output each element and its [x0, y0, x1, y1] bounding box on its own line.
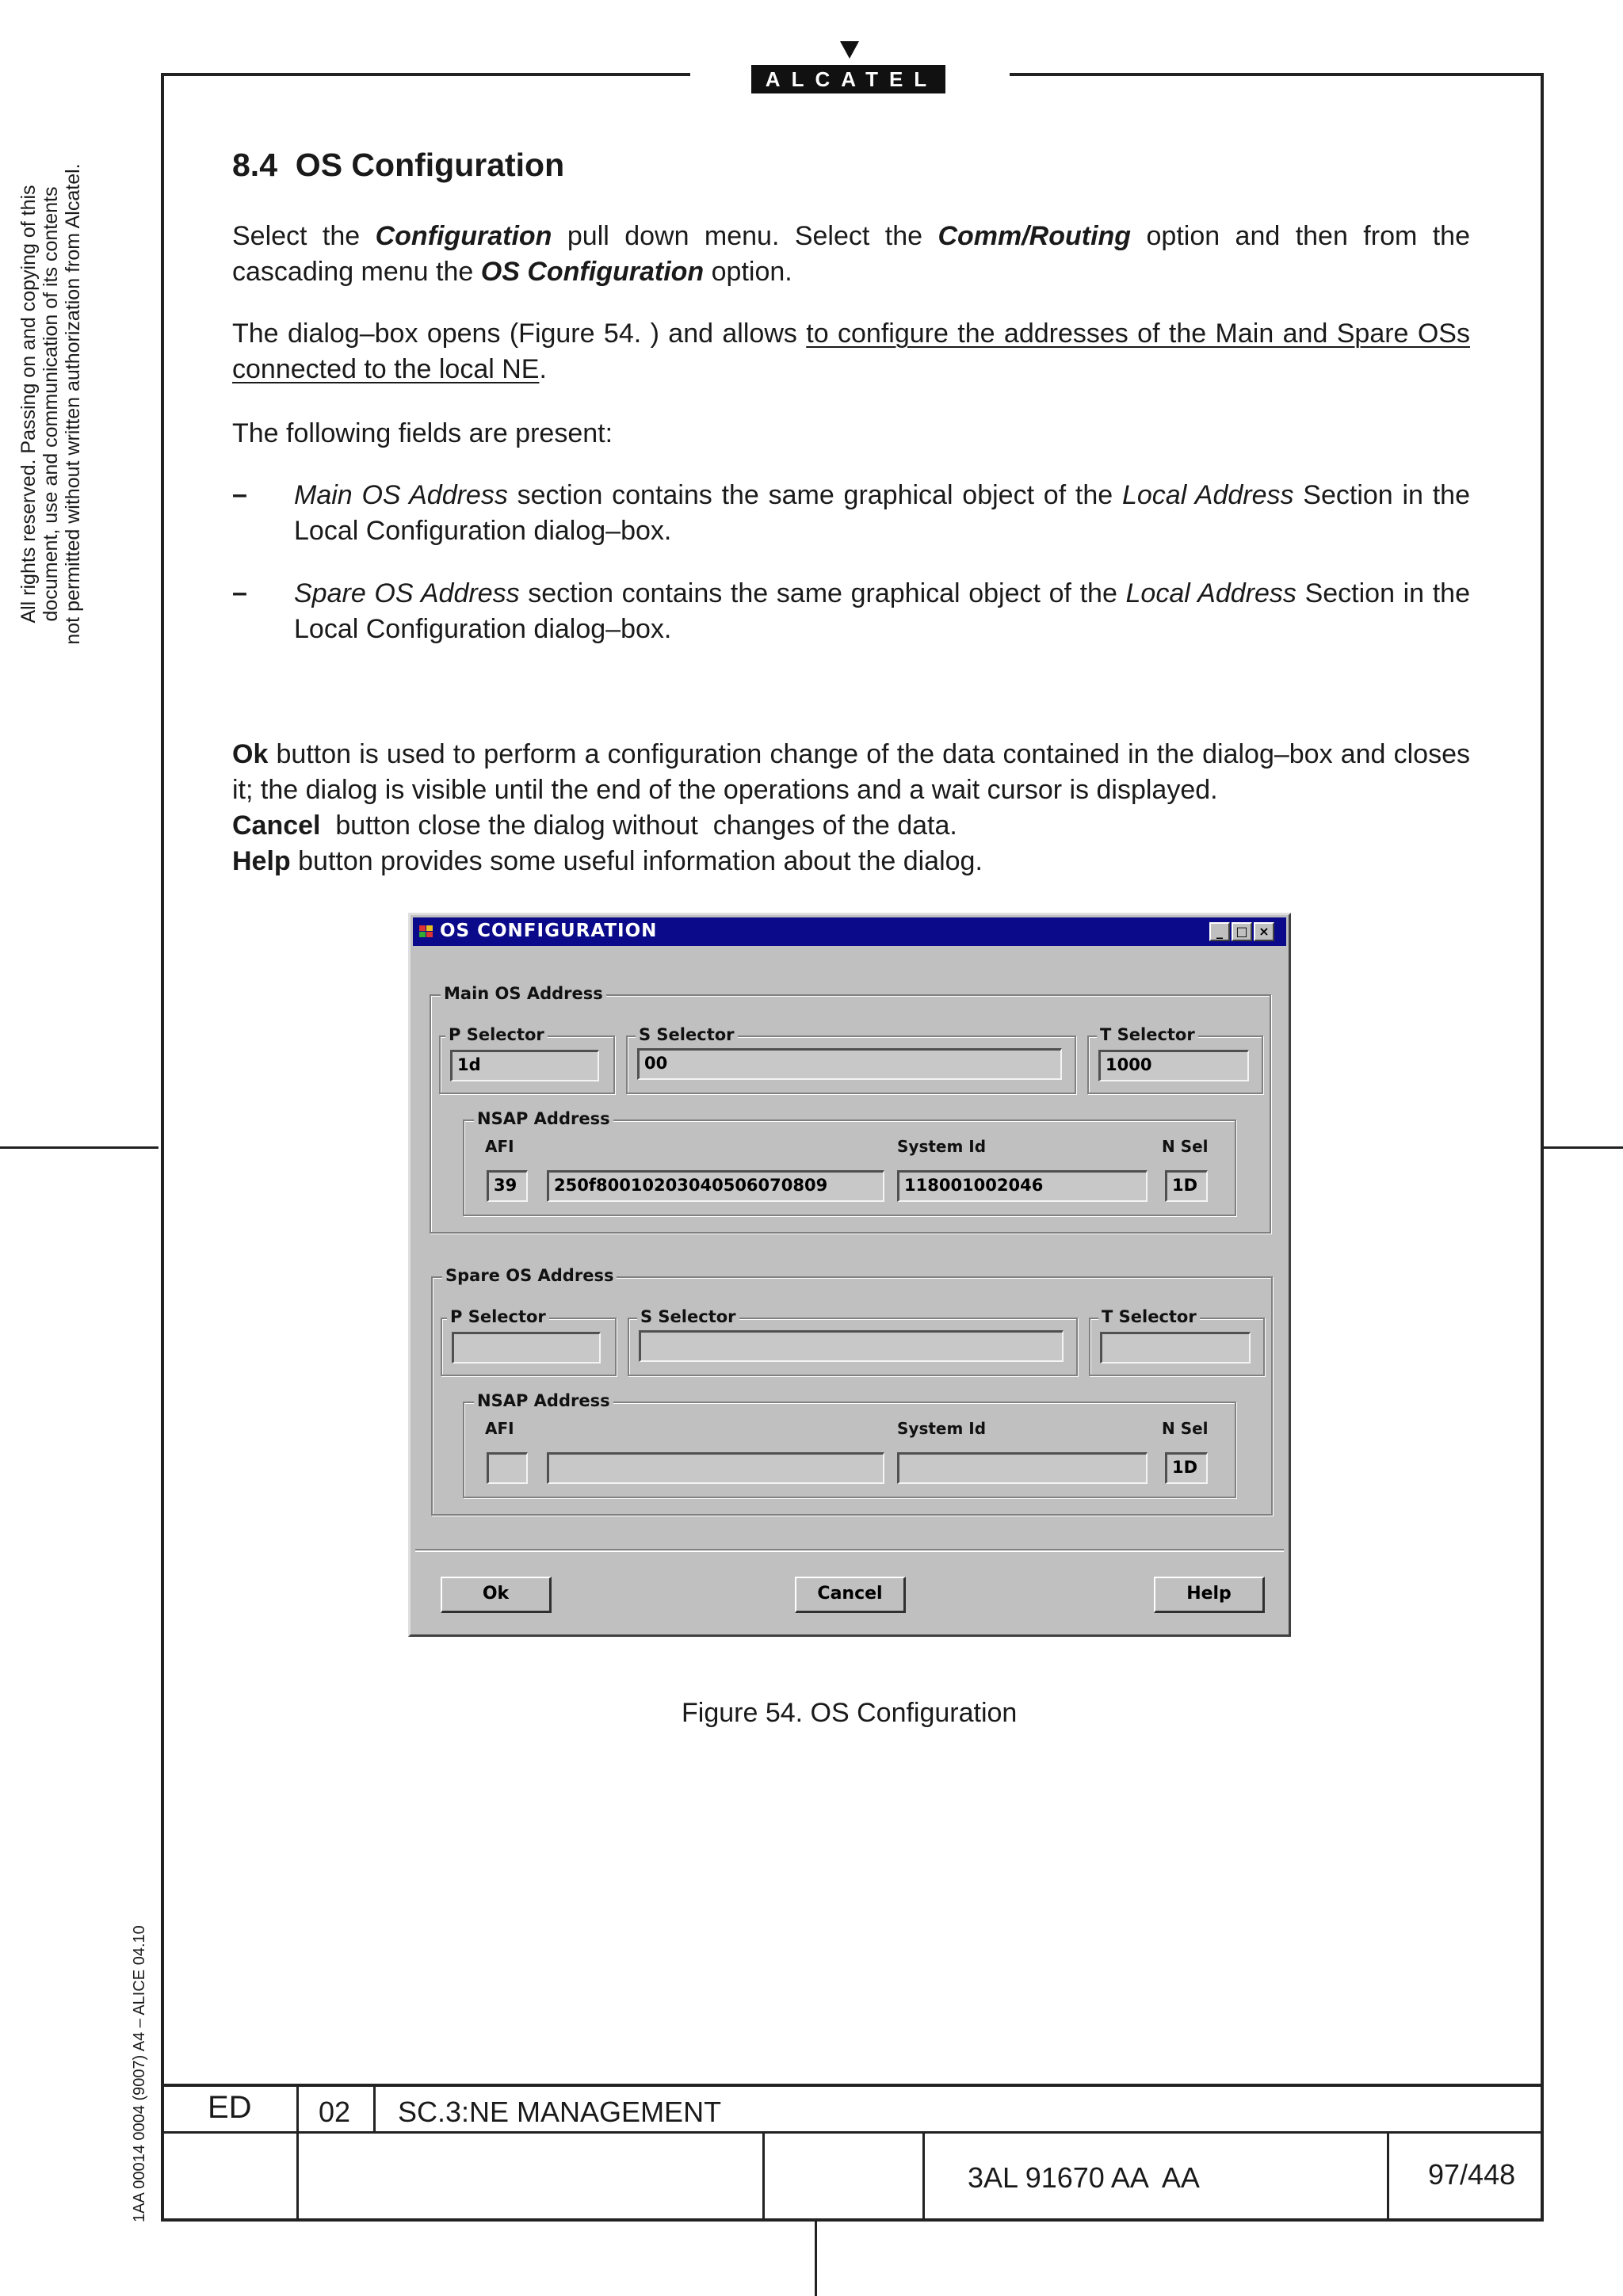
frame-top-left: [161, 73, 690, 76]
button-separator: [415, 1549, 1284, 1552]
t-selector-label: T Selector: [1097, 1025, 1198, 1044]
spare-system-id-field[interactable]: [897, 1452, 1148, 1484]
frame-bottom: [161, 2218, 1544, 2222]
spare-n-sel-field[interactable]: 1D: [1165, 1452, 1208, 1484]
t-selector-label: T Selector: [1098, 1307, 1200, 1326]
dialog-title-bar[interactable]: [413, 917, 1286, 946]
spare-idi-field[interactable]: [547, 1452, 884, 1484]
ok-button[interactable]: Ok: [441, 1577, 552, 1613]
spare-afi-field[interactable]: [487, 1452, 528, 1484]
margin-mark-right: [1544, 1146, 1623, 1149]
para-buttons: Ok button is used to perform a configuration change of the data contained in the dialog–box and closes it; the dialog is visible until the end of the operations and a wait cursor is displayed. Cancel button close the dialog without changes of the data. Help button provides some useful information about the dialog.: [232, 739, 1470, 876]
para-dialog-purpose: The dialog–box opens (Figure 54. ) and allows to configure the addresses of the Main and Spare OSs connected to the local NE.: [232, 318, 1470, 384]
p-selector-label: P Selector: [447, 1307, 549, 1326]
footer-ed-value: 02: [319, 2096, 351, 2128]
s-selector-label: S Selector: [637, 1307, 739, 1326]
os-configuration-dialog: [408, 913, 1291, 1637]
footer-chapter: SC.3:NE MANAGEMENT: [398, 2096, 722, 2128]
app-icon: [419, 925, 433, 938]
main-afi-field[interactable]: 39: [487, 1170, 528, 1202]
spare-p-selector-field[interactable]: [452, 1332, 601, 1363]
main-nsap-group: [463, 1109, 1236, 1216]
maximize-button[interactable]: □: [1232, 922, 1252, 941]
nsap-label: NSAP Address: [474, 1109, 613, 1128]
spare-t-selector-field[interactable]: [1100, 1332, 1251, 1363]
doc-code: 1AA 00014 0004 (9007) A4 – ALICE 04.10: [131, 1925, 148, 2222]
nsap-label: NSAP Address: [474, 1391, 613, 1410]
footer-divider: [296, 2084, 299, 2220]
frame-top-right: [1010, 73, 1544, 76]
footer-ed-label: ED: [208, 2090, 252, 2125]
system-id-label: System Id: [897, 1137, 987, 1156]
spare-t-selector-group: [1089, 1307, 1265, 1376]
dialog-title: OS CONFIGURATION: [440, 921, 658, 941]
afi-label: AFI: [485, 1137, 514, 1156]
copyright-note: All rights reserved. Passing on and copying of this document, use and communication of its contents not permitted without written authorization from Alcatel.: [17, 163, 84, 645]
footer-doc-number: 3AL 91670 AA AA: [968, 2161, 1200, 2194]
close-button[interactable]: ×: [1254, 922, 1274, 941]
alcatel-logo: ALCATEL: [751, 65, 945, 93]
bullet-spare-os: Spare OS Address section contains the same graphical object of the Local Address Section in the Local Configuration dialog–box.: [294, 578, 1470, 644]
spare-s-selector-field[interactable]: [639, 1330, 1064, 1362]
main-n-sel-field[interactable]: 1D: [1165, 1170, 1208, 1202]
main-os-address-label: Main OS Address: [441, 984, 606, 1003]
section-heading: 8.4 OS Configuration: [232, 147, 565, 183]
help-button[interactable]: Help: [1154, 1577, 1265, 1613]
footer-page-number: 97/448: [1428, 2158, 1516, 2191]
bottom-tick: [815, 2222, 817, 2296]
main-idi-field[interactable]: 250f80010203040506070809: [547, 1170, 884, 1202]
main-p-selector-group: [439, 1025, 615, 1094]
footer-divider: [373, 2084, 376, 2133]
footer-divider: [922, 2131, 925, 2220]
bullet-main-os: Main OS Address section contains the same graphical object of the Local Address Section in the Local Configuration dialog–box.: [294, 480, 1470, 546]
footer-divider: [762, 2131, 765, 2220]
main-t-selector-field[interactable]: 1000: [1098, 1050, 1249, 1081]
para-menu-instructions: Select the Configuration pull down menu. Select the Comm/Routing option and then from the cascading menu the OS Configuration option.: [232, 221, 1470, 287]
footer-top-line: [161, 2084, 1544, 2087]
spare-s-selector-group: [628, 1307, 1078, 1376]
cancel-button[interactable]: Cancel: [795, 1577, 906, 1613]
minimize-button[interactable]: _: [1209, 922, 1230, 941]
spare-nsap-group: [463, 1391, 1236, 1498]
frame-left: [161, 73, 164, 2222]
main-s-selector-group: [626, 1025, 1076, 1094]
p-selector-label: P Selector: [445, 1025, 548, 1044]
afi-label: AFI: [485, 1419, 514, 1438]
s-selector-label: S Selector: [636, 1025, 738, 1044]
n-sel-label: N Sel: [1162, 1419, 1209, 1438]
spare-p-selector-group: [441, 1307, 617, 1376]
figure-caption: Figure 54. OS Configuration: [682, 1698, 1018, 1728]
system-id-label: System Id: [897, 1419, 987, 1438]
n-sel-label: N Sel: [1162, 1137, 1209, 1156]
footer-divider: [1387, 2131, 1389, 2220]
para-fields-intro: The following fields are present:: [232, 418, 613, 448]
main-t-selector-group: [1087, 1025, 1263, 1094]
footer-mid-line: [161, 2131, 1544, 2134]
spare-os-address-label: Spare OS Address: [442, 1266, 617, 1285]
main-s-selector-field[interactable]: 00: [637, 1048, 1062, 1080]
logo-triangle-icon: [840, 41, 859, 59]
main-os-address-group: [430, 984, 1271, 1234]
main-system-id-field[interactable]: 118001002046: [897, 1170, 1148, 1202]
main-p-selector-field[interactable]: 1d: [450, 1050, 599, 1081]
bullet-dash: –: [232, 578, 247, 608]
spare-os-address-group: [431, 1266, 1273, 1516]
margin-mark-left: [0, 1146, 158, 1149]
bullet-dash: –: [232, 479, 247, 509]
